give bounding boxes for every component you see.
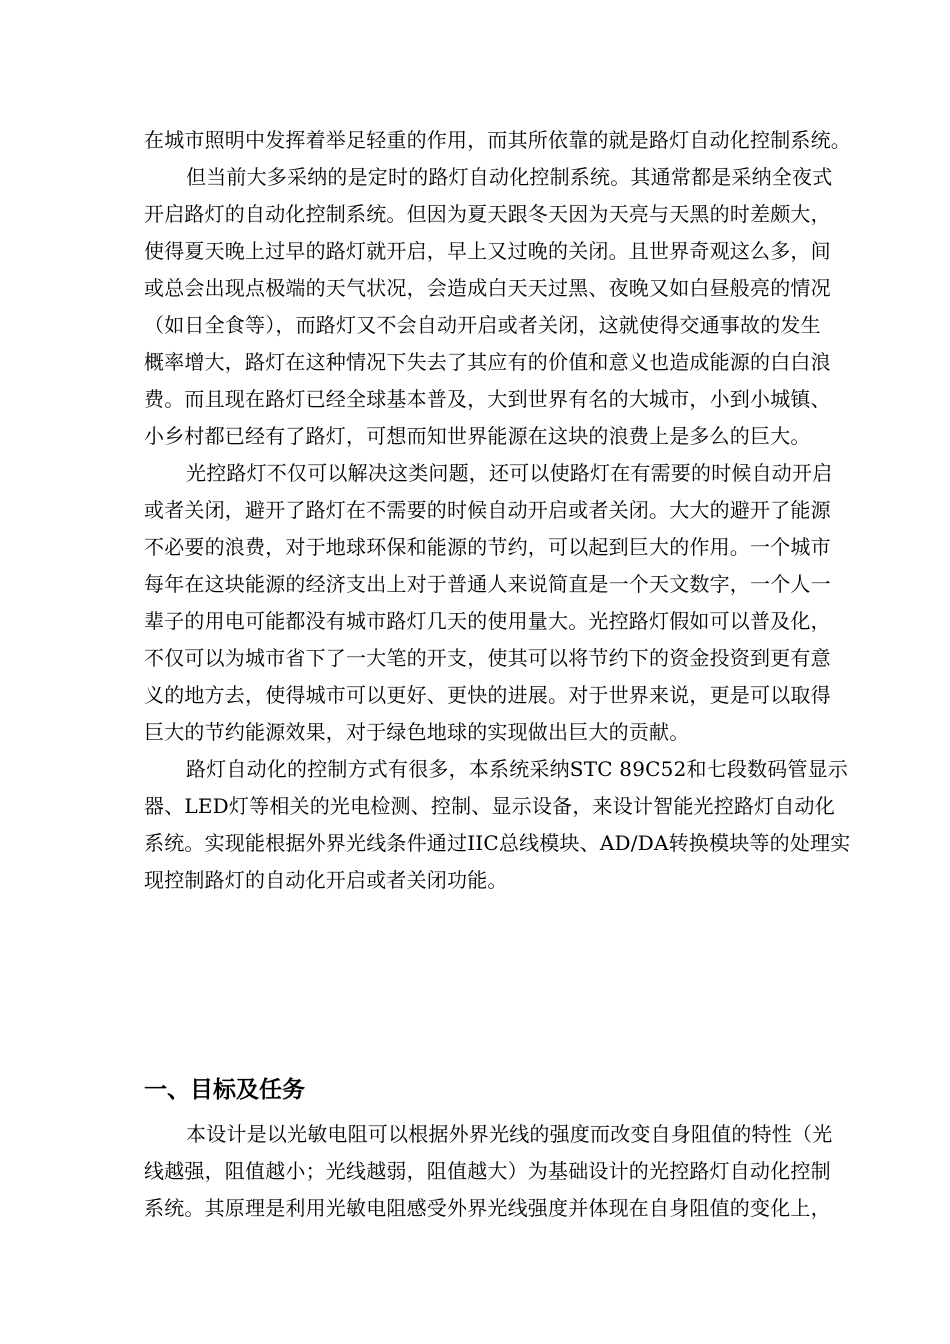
paragraph-2-line-3: 使得夏天晚上过早的路灯就开启，早上又过晚的关闭。且世界奇观这么多，间 <box>144 239 831 263</box>
paragraph-3-line-7: 义的地方去，使得城市可以更好、更快的进展。对于世界来说，更是可以取得 <box>144 683 831 707</box>
paragraph-2-line-5: （如日全食等），而路灯又不会自动开启或者关闭，这就使得交通事故的发生 <box>144 313 821 337</box>
paragraph-4-line-2: 器、LED灯等相关的光电检测、控制、显示设备，来设计智能光控路灯自动化 <box>144 794 835 818</box>
paragraph-3-line-2: 或者关闭，避开了路灯在不需要的时候自动开启或者关闭。大大的避开了能源 <box>144 498 831 522</box>
paragraph-3-line-5: 辈子的用电可能都没有城市路灯几天的使用量大。光控路灯假如可以普及化， <box>144 609 831 633</box>
paragraph-3-line-8: 巨大的节约能源效果，对于绿色地球的实现做出巨大的贡献。 <box>144 720 690 744</box>
paragraph-4-line-1: 路灯自动化的控制方式有很多，本系统采纳STC 89C52和七段数码管显示 <box>186 757 849 781</box>
paragraph-1-line-1: 在城市照明中发挥着举足轻重的作用，而其所依靠的就是路灯自动化控制系统。 <box>144 128 851 152</box>
section-paragraph-line-1: 本设计是以光敏电阻可以根据外界光线的强度而改变自身阻值的特性（光 <box>186 1122 833 1146</box>
section-paragraph-line-2: 线越强，阻值越小；光线越弱，阻值越大）为基础设计的光控路灯自动化控制 <box>144 1159 831 1183</box>
paragraph-3-line-6: 不仅可以为城市省下了一大笔的开支，使其可以将节约下的资金投资到更有意 <box>144 646 831 670</box>
paragraph-2-line-2: 开启路灯的自动化控制系统。但因为夏天跟冬天因为天亮与天黑的时差颇大， <box>144 202 831 226</box>
section-paragraph-line-3: 系统。其原理是利用光敏电阻感受外界光线强度并体现在自身阻值的变化上， <box>144 1196 831 1220</box>
paragraph-2-line-7: 费。而且现在路灯已经全球基本普及，大到世界有名的大城市，小到小城镇、 <box>144 387 831 411</box>
paragraph-2-line-4: 或总会出现点极端的天气状况，会造成白天天过黑、夜晚又如白昼般亮的情况 <box>144 276 831 300</box>
paragraph-3-line-4: 每年在这块能源的经济支出上对于普通人来说简直是一个天文数字，一个人一 <box>144 572 831 596</box>
paragraph-3-line-1: 光控路灯不仅可以解决这类问题，还可以使路灯在有需要的时候自动开启 <box>186 461 833 485</box>
section-heading: 一、目标及任务 <box>144 1077 305 1103</box>
paragraph-3-line-3: 不必要的浪费，对于地球环保和能源的节约，可以起到巨大的作用。一个城市 <box>144 535 831 559</box>
paragraph-4-line-3: 系统。实现能根据外界光线条件通过IIC总线模块、AD/DA转换模块等的处理实 <box>144 831 851 855</box>
paragraph-2-line-8: 小乡村都已经有了路灯，可想而知世界能源在这块的浪费上是多么的巨大。 <box>144 424 811 448</box>
paragraph-4-line-4: 现控制路灯的自动化开启或者关闭功能。 <box>144 868 508 892</box>
paragraph-2-line-1: 但当前大多采纳的是定时的路灯自动化控制系统。其通常都是采纳全夜式 <box>186 165 833 189</box>
paragraph-2-line-6: 概率增大，路灯在这种情况下失去了其应有的价值和意义也造成能源的白白浪 <box>144 350 831 374</box>
